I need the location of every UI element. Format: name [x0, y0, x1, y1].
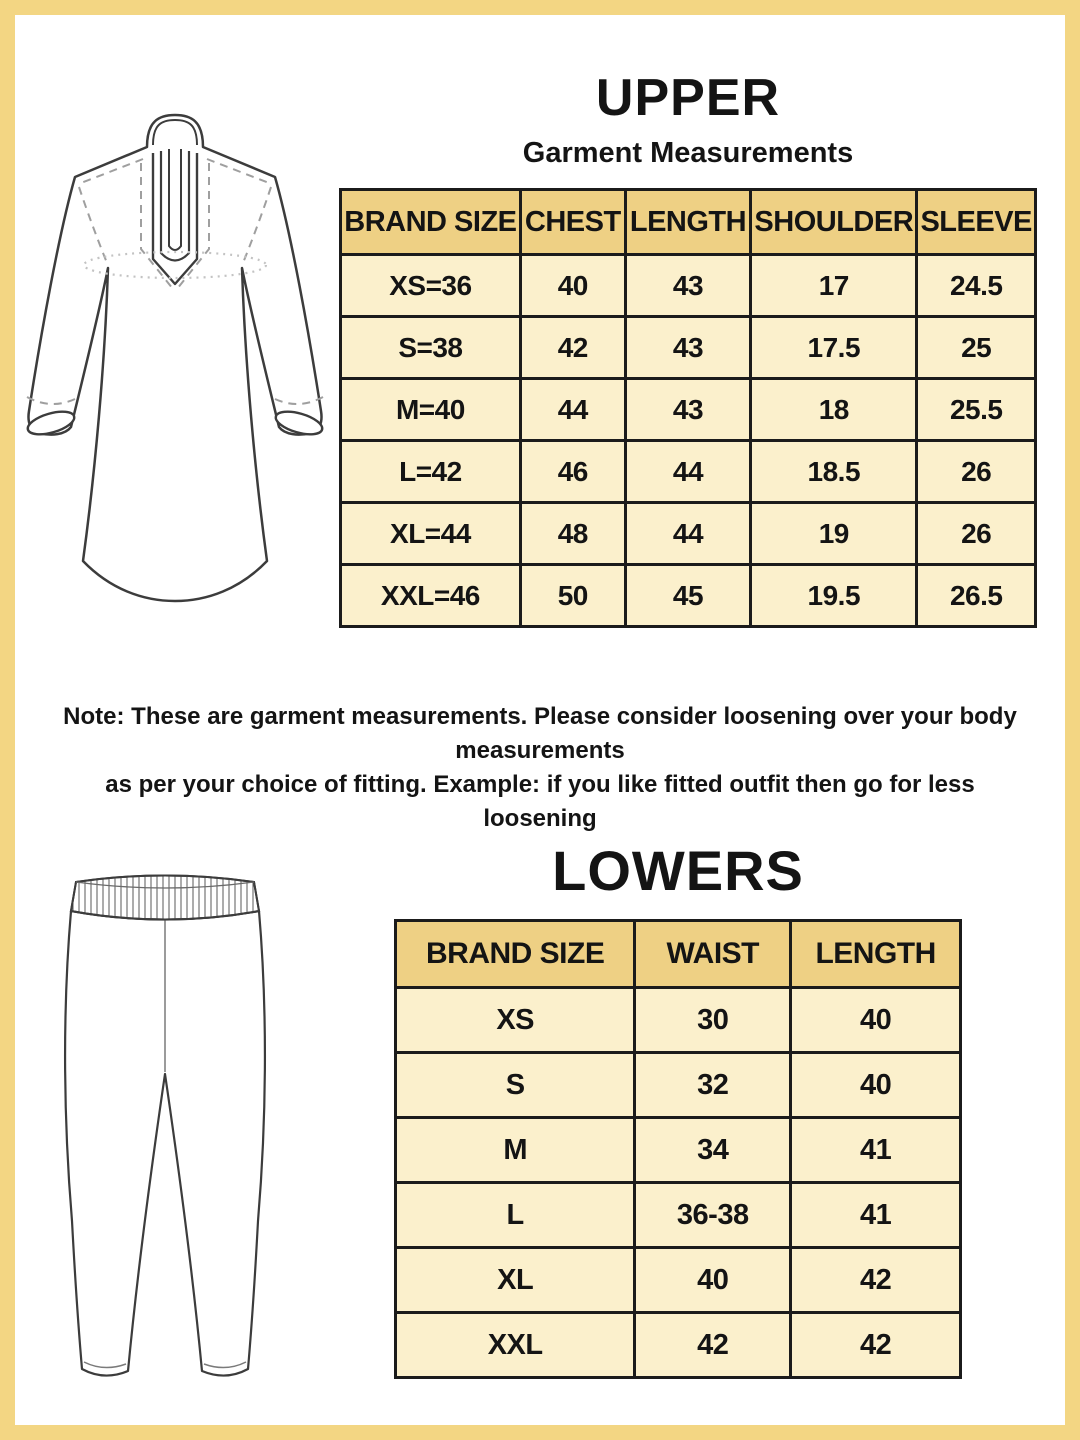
- table-cell: 42: [520, 317, 625, 379]
- table-row: [341, 565, 1036, 627]
- kurta-illustration: [15, 113, 335, 613]
- table-cell: 18: [751, 379, 917, 441]
- table-row: [396, 988, 961, 1053]
- table-row: [341, 317, 1036, 379]
- table-cell: XS=36: [341, 255, 521, 317]
- table-cell: 44: [625, 441, 750, 503]
- table-cell: 42: [791, 1313, 961, 1378]
- lowers-title: LOWERS: [552, 839, 804, 902]
- table-cell: 43: [625, 255, 750, 317]
- table-cell: 43: [625, 317, 750, 379]
- table-cell: 26.5: [917, 565, 1036, 627]
- lowers-size-table: [394, 919, 962, 1379]
- table-cell: XS: [396, 988, 635, 1053]
- table-cell: 42: [791, 1248, 961, 1313]
- table-row: [341, 255, 1036, 317]
- header-row: [396, 921, 961, 988]
- table-cell: 44: [625, 503, 750, 565]
- table-cell: 17.5: [751, 317, 917, 379]
- column-header: WAIST: [635, 921, 791, 988]
- table-cell: M=40: [341, 379, 521, 441]
- upper-subtitle: Garment Measurements: [522, 137, 854, 169]
- table-cell: 19.5: [751, 565, 917, 627]
- table-cell: XL: [396, 1248, 635, 1313]
- table-cell: 32: [635, 1053, 791, 1118]
- table-row: [396, 1118, 961, 1183]
- table-cell: 34: [635, 1118, 791, 1183]
- table-cell: 40: [791, 1053, 961, 1118]
- note-line-2: as per your choice of fitting. Example: if you like fitted outfit then go for less loosening: [105, 771, 975, 833]
- table-cell: XXL: [396, 1313, 635, 1378]
- header-row: [341, 190, 1036, 255]
- note-line-1: Note: These are garment measurements. Please consider loosening over your body measurements: [63, 703, 1017, 765]
- table-row: [341, 379, 1036, 441]
- measurement-note: [50, 700, 1030, 836]
- leggings-illustration: [58, 866, 273, 1406]
- table-cell: M: [396, 1118, 635, 1183]
- table-cell: 41: [791, 1118, 961, 1183]
- table-cell: 40: [635, 1248, 791, 1313]
- column-header: SHOULDER: [751, 190, 917, 255]
- table-cell: 45: [625, 565, 750, 627]
- table-cell: 30: [635, 988, 791, 1053]
- table-cell: 19: [751, 503, 917, 565]
- table-row: [396, 1183, 961, 1248]
- table-cell: S=38: [341, 317, 521, 379]
- table-row: [396, 1313, 961, 1378]
- table-cell: 18.5: [751, 441, 917, 503]
- column-header: LENGTH: [791, 921, 961, 988]
- table-cell: 17: [751, 255, 917, 317]
- table-cell: 46: [520, 441, 625, 503]
- column-header: LENGTH: [625, 190, 750, 255]
- column-header: BRAND SIZE: [341, 190, 521, 255]
- lowers-section: [394, 839, 962, 1379]
- upper-title: UPPER: [595, 69, 781, 127]
- table-row: [396, 1248, 961, 1313]
- table-cell: 25.5: [917, 379, 1036, 441]
- table-cell: L=42: [341, 441, 521, 503]
- table-cell: 25: [917, 317, 1036, 379]
- table-cell: 41: [791, 1183, 961, 1248]
- table-row: [341, 441, 1036, 503]
- table-cell: 48: [520, 503, 625, 565]
- table-cell: 43: [625, 379, 750, 441]
- table-cell: L: [396, 1183, 635, 1248]
- upper-section: [339, 69, 1037, 628]
- table-row: [396, 1053, 961, 1118]
- table-row: [341, 503, 1036, 565]
- table-cell: 26: [917, 503, 1036, 565]
- table-cell: 40: [791, 988, 961, 1053]
- table-cell: 36-38: [635, 1183, 791, 1248]
- upper-size-table: [339, 188, 1037, 628]
- table-cell: 44: [520, 379, 625, 441]
- column-header: CHEST: [520, 190, 625, 255]
- table-cell: 26: [917, 441, 1036, 503]
- column-header: SLEEVE: [917, 190, 1036, 255]
- table-cell: XL=44: [341, 503, 521, 565]
- column-header: BRAND SIZE: [396, 921, 635, 988]
- table-cell: 42: [635, 1313, 791, 1378]
- table-cell: 24.5: [917, 255, 1036, 317]
- table-cell: 40: [520, 255, 625, 317]
- table-cell: S: [396, 1053, 635, 1118]
- table-cell: XXL=46: [341, 565, 521, 627]
- table-cell: 50: [520, 565, 625, 627]
